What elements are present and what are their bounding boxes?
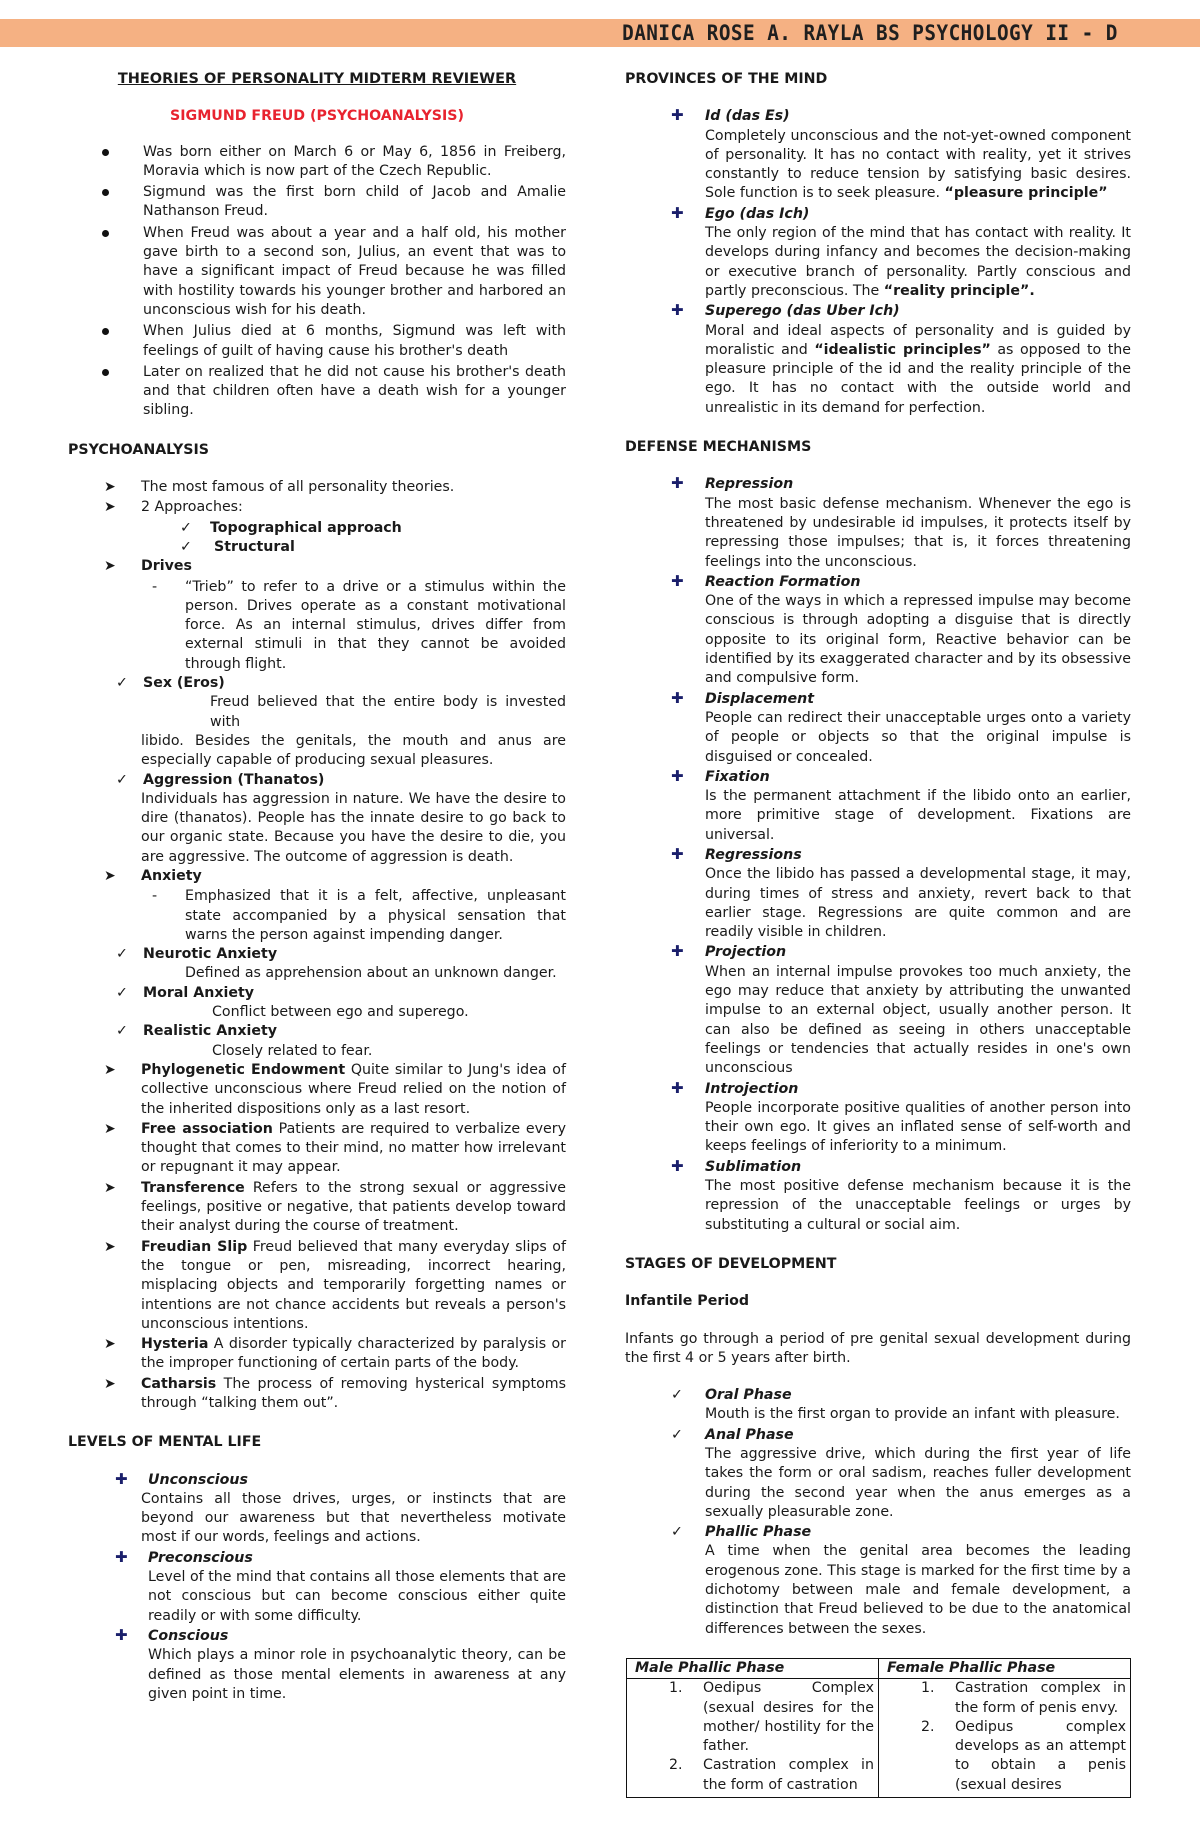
infantile-heading: Infantile Period xyxy=(625,1293,750,1310)
arrow-bullet-icon: ➤ xyxy=(104,1120,116,1137)
document-title: THEORIES OF PERSONALITY MIDTERM REVIEWER xyxy=(117,71,517,87)
phase-item: ✓ Oral Phase xyxy=(625,1386,1131,1405)
bullet-icon xyxy=(102,328,109,335)
pin-bullet-icon: ✚ xyxy=(671,844,684,863)
phase-item: ✓ Anal Phase xyxy=(625,1426,1131,1445)
pin-bullet-icon: ✚ xyxy=(671,1156,684,1175)
term-item: ➤ Free association Patients are required to verbalize every thought that comes to their mind, no matter how irrelevant or repugnant it may appear. xyxy=(104,1120,566,1176)
psychoanalysis-heading: PSYCHOANALYSIS xyxy=(68,441,209,458)
definition: Freud believed that the entire body is invested with xyxy=(210,694,566,730)
list-item: ➤ Anxiety xyxy=(68,867,566,886)
arrow-bullet-icon: ➤ xyxy=(104,1336,116,1353)
definition: Closely related to fear. xyxy=(212,1042,373,1059)
anxiety-type: ✓ Neurotic Anxiety xyxy=(68,945,566,964)
level-item: ✚ Conscious xyxy=(115,1625,229,1644)
bio-item: When Julius died at 6 months, Sigmund was left with feelings of guilt of having cause his brother's death xyxy=(68,322,566,361)
stages-heading: STAGES OF DEVELOPMENT xyxy=(625,1255,837,1272)
check-icon: ✓ xyxy=(671,1426,683,1443)
subject-title: SIGMUND FREUD (PSYCHOANALYSIS) xyxy=(170,108,464,125)
bio-item: Was born either on March 6 or May 6, 1856 in Freiberg, Moravia which is now part of the Czech Republic. xyxy=(68,143,566,182)
author-label: DANICA ROSE A. RAYLA BS PSYCHOLOGY II - D xyxy=(622,21,1118,45)
arrow-bullet-icon: ➤ xyxy=(104,1375,116,1392)
defense-item: ✚ Fixation xyxy=(671,766,770,785)
definition: Defined as apprehension about an unknown danger. xyxy=(185,965,557,982)
pin-bullet-icon: ✚ xyxy=(115,1469,128,1488)
definition: Level of the mind that contains all those elements that are not conscious but can become conscious either quite readily or with some difficulty. xyxy=(148,1569,566,1624)
arrow-bullet-icon: ➤ xyxy=(104,867,116,884)
drive-item: ✓ Aggression (Thanatos) xyxy=(68,771,566,790)
defense-item: ✚ Introjection xyxy=(671,1078,799,1097)
pin-bullet-icon: ✚ xyxy=(115,1547,128,1566)
definition: A time when the genital area becomes the leading erogenous zone. This stage is marked for the first time by a dichotomy between male and female development, a distinction that Freud believed to be due to the anatomical differences between the sexes. xyxy=(705,1543,1131,1637)
check-icon: ✓ xyxy=(116,946,128,963)
check-icon: ✓ xyxy=(116,771,128,788)
anxiety-type: ✓ Moral Anxiety xyxy=(68,984,566,1003)
phases-list xyxy=(625,1386,1131,1639)
provinces-heading: PROVINCES OF THE MIND xyxy=(625,71,828,87)
pin-bullet-icon: ✚ xyxy=(671,474,684,493)
pin-bullet-icon: ✚ xyxy=(671,106,684,125)
defense-item: ✚ Displacement xyxy=(671,688,814,707)
definition: Individuals has aggression in nature. We have the desire to dire (thanatos). People has the innate desire to go back to our organic state. Because you have the desire to die, you are aggressive. The outcome of aggression is death. xyxy=(141,790,566,865)
table-list-item: 1. Oedipus Complex (sexual desires for the mother/ hostility for the father. xyxy=(669,1680,874,1755)
check-icon: ✓ xyxy=(671,1524,683,1541)
definition: libido. Besides the genitals, the mouth and anus are especially capable of producing sexual pleasures. xyxy=(141,732,566,769)
pin-bullet-icon: ✚ xyxy=(671,942,684,961)
anxiety-type: ✓ Realistic Anxiety xyxy=(68,1022,566,1041)
arrow-bullet-icon: ➤ xyxy=(104,479,116,496)
pin-bullet-icon: ✚ xyxy=(671,766,684,785)
pin-bullet-icon: ✚ xyxy=(671,571,684,590)
bio-list xyxy=(68,143,566,421)
check-icon: ✓ xyxy=(180,538,192,555)
defense-list xyxy=(625,475,1131,1235)
arrow-bullet-icon: ➤ xyxy=(104,1238,116,1255)
arrow-bullet-icon: ➤ xyxy=(104,1179,116,1196)
pin-bullet-icon: ✚ xyxy=(671,688,684,707)
definition: People incorporate positive qualities of another person into their own ego. It gives an inflated sense of self-worth and keeps feelings of inferiority to a minimum. xyxy=(705,1099,1131,1155)
table-list-item: 1. Castration complex in the form of penis envy. xyxy=(921,1680,1126,1716)
arrow-bullet-icon: ➤ xyxy=(104,499,116,516)
bio-item: Sigmund was the first born child of Jacob and Amalie Nathanson Freud. xyxy=(68,183,566,222)
term-item: ➤ Transference Refers to the strong sexual or aggressive feelings, positive or negative, that patients develop toward their analyst during the course of treatment. xyxy=(104,1179,566,1235)
definition: - “Trieb” to refer to a drive or a stimulus within the person. Drives operate as a constant motivational force. As an internal stimulus, drives differ from external stimuli in that they cannot be avoided through flight. xyxy=(152,578,566,672)
defense-item: ✚ Reaction Formation xyxy=(671,571,861,590)
drive-item: ✓ Sex (Eros) xyxy=(68,674,566,693)
level-item: ✚ Unconscious xyxy=(115,1469,248,1488)
definition: Moral and ideal aspects of personality and is guided by moralistic and “idealistic principles” as opposed to the pleasure principle of the id and the reality principle of the ego. It has no contact with the outside world and unrealistic in its demand for perfection. xyxy=(705,322,1131,416)
definition: - Emphasized that it is a felt, affective, unpleasant state accompanied by a physical sensation that warns the person against impending danger. xyxy=(152,888,566,943)
province-item: ✚ Id (das Es) xyxy=(671,106,790,125)
bio-item: When Freud was about a year and a half old, his mother gave birth to a second son, Julius, an event that was to have a significant impact of Freud because he was filled with hostility towards his younger brother and harbored an unconscious wish for his death. xyxy=(68,224,566,320)
pin-bullet-icon: ✚ xyxy=(671,203,684,222)
female-header: Female Phallic Phase xyxy=(879,1658,1131,1678)
approach-item: ✓ Topographical approach xyxy=(68,519,566,538)
levels-list xyxy=(68,1471,566,1705)
female-cell xyxy=(879,1679,1131,1798)
approach-item: ✓ Structural xyxy=(68,538,566,557)
definition: Is the permanent attachment if the libido onto an earlier, more primitive stage of development. Fixations are universal. xyxy=(705,788,1131,843)
definition: People can redirect their unacceptable urges onto a variety of people or objects so that the original impulse is disguised or concealed. xyxy=(705,709,1131,765)
arrow-bullet-icon: ➤ xyxy=(104,558,116,575)
bio-item: Later on realized that he did not cause his brother's death and that children often have a death wish for a younger sibling. xyxy=(68,363,566,421)
province-item: ✚ Ego (das Ich) xyxy=(671,203,810,222)
term-item: ➤ Catharsis The process of removing hysterical symptoms through “talking them out”. xyxy=(104,1375,566,1411)
arrow-bullet-icon: ➤ xyxy=(104,1061,116,1078)
list-item: ➤ The most famous of all personality theories. xyxy=(68,478,566,497)
level-item: ✚ Preconscious xyxy=(115,1547,253,1566)
definition: The only region of the mind that has contact with reality. It develops during infancy and becomes the decision-making or executive branch of personality. Partly conscious and partly preconscious. The “reality principle”. xyxy=(705,225,1131,299)
definition: Which plays a minor role in psychoanalytic theory, can be defined as those mental elements in awareness at any given point in time. xyxy=(148,1647,566,1702)
levels-heading: LEVELS OF MENTAL LIFE xyxy=(68,1434,262,1451)
definition: Once the libido has passed a developmental stage, it may, during times of stress and anxiety, revert back to that earlier stage. Regressions are quite common and are readily visible in children. xyxy=(705,866,1131,941)
term-item: ➤ Freudian Slip Freud believed that many everyday slips of the tongue or pen, misreading, incorrect hearing, misplacing objects and temporarily forgetting names or intentions are not chance accidents but reveals a person's unconscious intentions. xyxy=(104,1238,566,1332)
left-column xyxy=(68,68,566,1705)
defense-item: ✚ Sublimation xyxy=(671,1156,802,1175)
definition: The aggressive drive, which during the first year of life takes the form or oral sadism, reaches fuller development during the second year when the anus emerges as a sexually pleasurable zone. xyxy=(705,1446,1131,1520)
table-list-item: 2. Oedipus complex develops as an attempt to obtain a penis (sexual desires xyxy=(921,1718,1126,1793)
definition: Contains all those drives, urges, or instincts that are beyond our awareness but that nevertheless motivate most if our words, feelings and actions. xyxy=(141,1490,566,1546)
male-header: Male Phallic Phase xyxy=(627,1658,879,1678)
table-list-item: 2. Castration complex in the form of castration xyxy=(669,1757,874,1793)
male-cell xyxy=(627,1679,879,1798)
pin-bullet-icon: ✚ xyxy=(115,1625,128,1644)
pin-bullet-icon: ✚ xyxy=(671,301,684,320)
defense-heading: DEFENSE MECHANISMS xyxy=(625,439,812,456)
definition: Completely unconscious and the not-yet-owned component of personality. It has no contact with reality, yet it strives constantly to reduce tension by satisfying basic desires. Sole function is to seek pleasure. “pleasure principle” xyxy=(705,127,1131,202)
definition: The most positive defense mechanism because it is the repression of the unacceptable feelings or urges by substituting a cultural or social aim. xyxy=(705,1178,1131,1233)
check-icon: ✓ xyxy=(671,1387,683,1404)
psychoanalysis-list xyxy=(68,478,566,1413)
defense-item: ✚ Repression xyxy=(671,474,794,493)
list-item: ➤ Drives xyxy=(68,557,566,576)
definition: The most basic defense mechanism. Whenever the ego is threatened by undesirable id impulses, it protects itself by repressing those impulses; that is, it forces threatening feelings into the unconscious. xyxy=(705,495,1131,570)
phallic-phase-table xyxy=(626,1658,1131,1798)
bullet-icon xyxy=(102,230,109,237)
bullet-icon xyxy=(102,369,109,376)
province-item: ✚ Superego (das Uber Ich) xyxy=(671,301,900,320)
bullet-icon xyxy=(102,149,109,156)
phase-item: ✓ Phallic Phase xyxy=(625,1523,1131,1542)
definition: One of the ways in which a repressed impulse may become conscious is through adopting a disguise that is directly opposite to its original form, Reactive behavior can be identified by its exaggerated character and by its obsessive and compulsive form. xyxy=(705,593,1131,687)
check-icon: ✓ xyxy=(180,519,192,536)
check-icon: ✓ xyxy=(116,984,128,1001)
defense-item: ✚ Projection xyxy=(671,942,787,961)
term-item: ➤ Phylogenetic Endowment Quite similar to Jung's idea of collective unconscious where Freud relied on the notion of the inherited dispositions only as a last resort. xyxy=(104,1061,566,1117)
header-banner xyxy=(0,19,1200,47)
pin-bullet-icon: ✚ xyxy=(671,1078,684,1097)
definition: Conflict between ego and superego. xyxy=(212,1004,469,1021)
definition: Mouth is the first organ to provide an infant with pleasure. xyxy=(705,1406,1120,1423)
provinces-list xyxy=(625,107,1131,418)
list-item: ➤ 2 Approaches: xyxy=(68,498,566,517)
defense-item: ✚ Regressions xyxy=(671,844,802,863)
right-column xyxy=(625,68,1131,1798)
definition: When an internal impulse provokes too much anxiety, the ego may reduce that anxiety by attributing the unwanted impulse to an external object, usually another person. It can also be defined as seeing in others unacceptable feelings or tendencies that actually resides in one's own unconscious xyxy=(705,963,1131,1077)
check-icon: ✓ xyxy=(116,1023,128,1040)
check-icon: ✓ xyxy=(116,675,128,692)
bullet-icon xyxy=(102,189,109,196)
term-item: ➤ Hysteria A disorder typically characterized by paralysis or the improper functioning of certain parts of the body. xyxy=(104,1336,566,1372)
infantile-definition: Infants go through a period of pre genital sexual development during the first 4 or 5 years after birth. xyxy=(625,1330,1131,1366)
